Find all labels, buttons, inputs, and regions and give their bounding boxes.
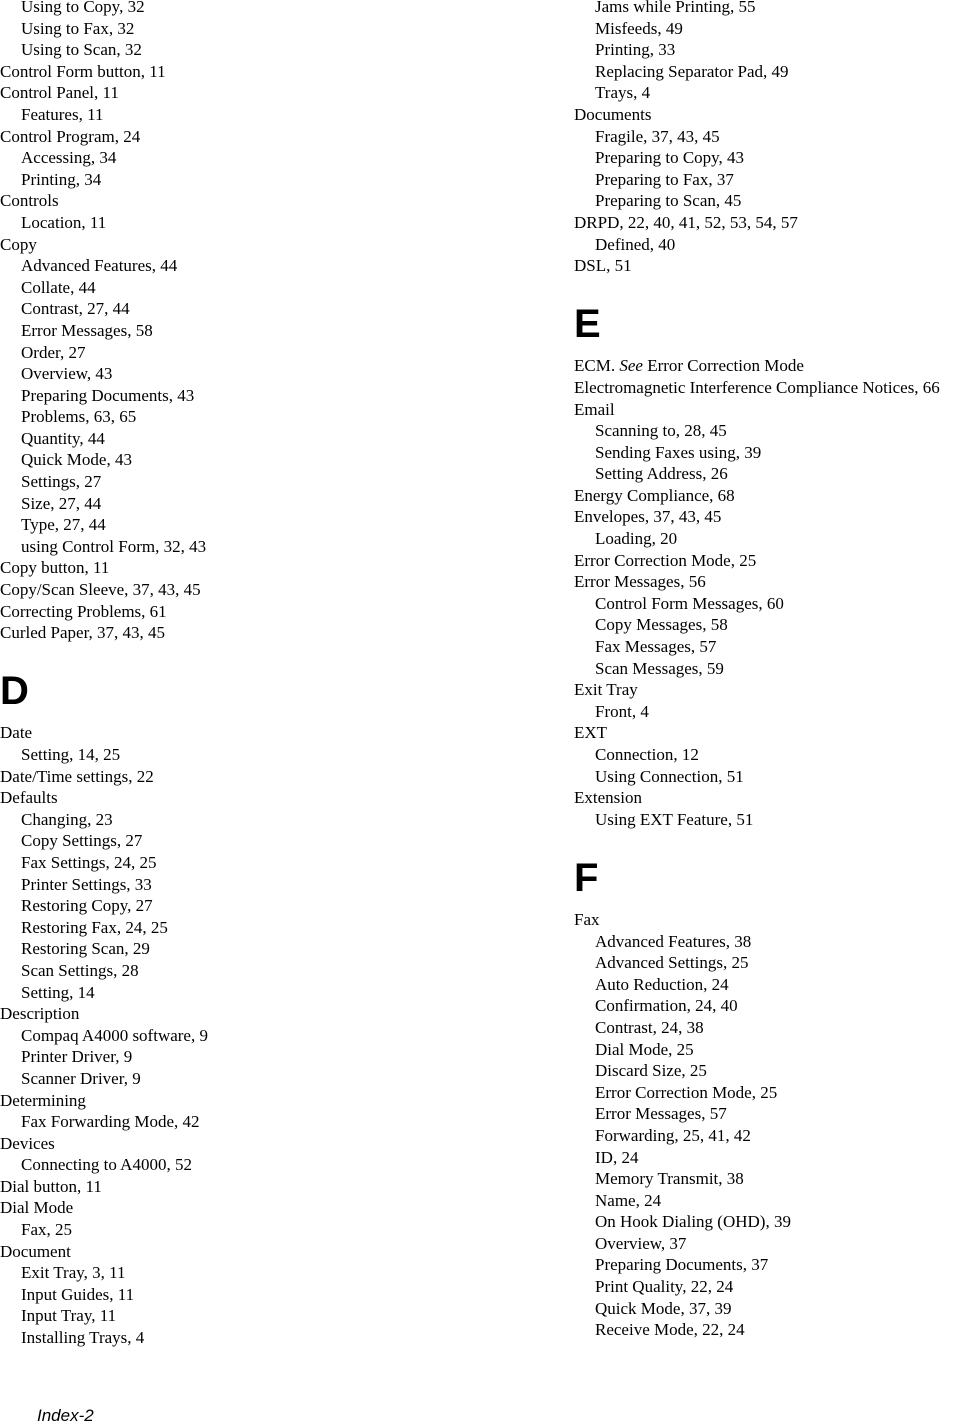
index-subentry: Printer Settings, 33 [21,874,152,894]
index-entry: Energy Compliance, 68 [574,485,735,505]
index-subentry: Front, 4 [595,701,649,721]
index-subentry: Scan Settings, 28 [21,960,139,980]
index-entry: Error Messages, 56 [574,572,706,592]
index-subentry: Fragile, 37, 43, 45 [595,126,720,146]
index-subentry: Accessing, 34 [21,148,117,168]
index-subentry: Using to Scan, 32 [21,40,142,60]
index-entry: Controls [0,191,59,211]
index-subentry: Copy Settings, 27 [21,831,143,851]
section-letter-d: D [0,669,29,714]
index-subentry: Print Quality, 22, 24 [595,1277,734,1297]
index-entry: Date/Time settings, 22 [0,766,154,786]
index-entry [574,355,977,377]
index-subentry: Fax Forwarding Mode, 42 [21,1112,200,1132]
index-subentry: Error Messages, 58 [21,320,153,340]
index-entry: Fax [574,909,600,929]
index-subentry: Receive Mode, 22, 24 [595,1320,745,1340]
index-subentry: Compaq A4000 software, 9 [21,1025,208,1045]
index-subentry: Overview, 37 [595,1233,687,1253]
index-entry: Correcting Problems, 61 [0,601,167,621]
index-entry: Defaults [0,788,58,808]
index-subentry: Confirmation, 24, 40 [595,996,738,1016]
index-subentry: Loading, 20 [595,529,678,549]
index-subentry: Error Messages, 57 [595,1104,727,1124]
index-subentry: Features, 11 [21,104,104,124]
index-subentry: Control Form Messages, 60 [595,593,784,613]
index-subentry: Type, 27, 44 [21,515,106,535]
index-subentry: Using Connection, 51 [595,766,744,786]
index-entry: Control Program, 24 [0,126,141,146]
index-subentry: Fax Messages, 57 [595,637,717,657]
index-entry: DSL, 51 [574,256,632,276]
index-subentry: Restoring Copy, 27 [21,896,153,916]
section-letter-e: E [574,302,601,347]
index-entry: EXT [574,723,608,743]
index-subentry: Input Guides, 11 [21,1284,135,1304]
index-subentry: Fax, 25 [21,1220,72,1240]
section-spacer [0,644,480,666]
index-subentry: Exit Tray, 3, 11 [21,1263,126,1283]
index-subentry: Scanner Driver, 9 [21,1068,141,1088]
section-spacer [574,277,977,299]
index-subentry: Contrast, 24, 38 [595,1017,704,1037]
index-subentry: Location, 11 [21,212,107,232]
index-entry: Error Correction Mode, 25 [574,550,757,570]
index-subentry: Scanning to, 28, 45 [595,421,727,441]
section-letter-f: F [574,855,599,900]
index-subentry: Name, 24 [595,1190,662,1210]
index-subentry: Advanced Features, 44 [21,256,178,276]
index-subentry: Restoring Fax, 24, 25 [21,917,168,937]
index-subentry: Settings, 27 [21,472,102,492]
index-entry: Copy [0,234,37,254]
index-entry: Copy/Scan Sleeve, 37, 43, 45 [0,580,201,600]
index-subentry: Installing Trays, 4 [21,1328,145,1348]
index-subentry: Advanced Features, 38 [595,931,752,951]
index-subentry: Forwarding, 25, 41, 42 [595,1125,751,1145]
page-footer-label: Index-2 [37,1406,94,1425]
index-subentry: Order, 27 [21,342,86,362]
section-spacer [574,830,977,852]
index-subentry: Dial Mode, 25 [595,1039,694,1059]
index-subentry: Preparing to Scan, 45 [595,191,742,211]
index-subentry: Preparing to Copy, 43 [595,148,745,168]
index-subentry: Quick Mode, 37, 39 [595,1298,732,1318]
index-subentry: Overview, 43 [21,364,113,384]
index-entry: Dial Mode [0,1198,74,1218]
index-subentry: Discard Size, 25 [595,1061,707,1081]
index-subentry: Using to Fax, 32 [21,18,135,38]
index-subentry: Preparing to Fax, 37 [595,169,734,189]
index-subentry: Quantity, 44 [21,428,105,448]
index-subentry: Preparing Documents, 43 [21,385,195,405]
index-column-right [574,0,977,1341]
index-subentry: Using to Copy, 32 [21,0,145,16]
index-subentry: Problems, 63, 65 [21,407,137,427]
index-subentry: Input Tray, 11 [21,1306,117,1326]
index-entry: Date [0,723,33,743]
index-subentry: Changing, 23 [21,809,113,829]
index-subentry: Advanced Settings, 25 [595,953,749,973]
index-subentry: using Control Form, 32, 43 [21,536,207,556]
index-entry: Devices [0,1133,55,1153]
index-entry: Documents [574,104,652,124]
index-subentry: Jams while Printing, 55 [595,0,756,16]
index-subentry: Memory Transmit, 38 [595,1169,744,1189]
index-entry-text: ECM. [574,356,620,376]
see-target: Error Correction Mode [642,356,804,376]
index-entry: Control Form button, 11 [0,61,166,81]
index-entry: Control Panel, 11 [0,83,119,103]
index-subentry: Collate, 44 [21,277,96,297]
index-subentry: Misfeeds, 49 [595,18,683,38]
index-subentry: Replacing Separator Pad, 49 [595,61,789,81]
index-subentry: Error Correction Mode, 25 [595,1082,778,1102]
index-entry: Email [574,399,615,419]
index-subentry: Setting Address, 26 [595,464,728,484]
index-entry: Document [0,1241,71,1261]
index-subentry: Connection, 12 [595,745,699,764]
index-entry: Electromagnetic Interference Compliance Notices, 66 [574,377,940,397]
index-subentry: Fax Settings, 24, 25 [21,852,157,872]
index-entry: Envelopes, 37, 43, 45 [574,507,722,527]
index-column-left [0,0,480,1349]
index-subentry: Using EXT Feature, 51 [595,809,754,829]
index-subentry: Auto Reduction, 24 [595,974,729,994]
index-subentry: Sending Faxes using, 39 [595,442,762,462]
index-subentry: On Hook Dialing (OHD), 39 [595,1212,791,1232]
index-subentry: Scan Messages, 59 [595,658,724,678]
index-entry: Extension [574,788,642,808]
index-subentry: Size, 27, 44 [21,493,102,513]
index-subentry: Trays, 4 [595,83,651,103]
index-entry: DRPD, 22, 40, 41, 52, 53, 54, 57 [574,212,798,232]
index-entry: Description [0,1004,80,1024]
index-subentry: Printer Driver, 9 [21,1047,133,1067]
index-subentry: ID, 24 [595,1147,639,1167]
index-subentry: Quick Mode, 43 [21,450,132,470]
index-entry: Dial button, 11 [0,1176,102,1196]
index-entry: Curled Paper, 37, 43, 45 [0,623,166,643]
index-subentry: Restoring Scan, 29 [21,939,150,959]
index-entry: Exit Tray [574,680,638,700]
index-subentry: Printing, 34 [21,169,102,189]
index-entry: Copy button, 11 [0,558,110,578]
index-subentry: Printing, 33 [595,40,676,60]
index-subentry: Defined, 40 [595,234,676,254]
index-subentry: Setting, 14, 25 [21,745,121,764]
index-subentry: Copy Messages, 58 [595,615,728,635]
index-subentry: Preparing Documents, 37 [595,1255,769,1275]
see-reference: See [619,356,643,376]
index-subentry: Contrast, 27, 44 [21,299,130,319]
index-entry: Determining [0,1090,86,1110]
index-subentry: Connecting to A4000, 52 [21,1155,192,1175]
index-subentry: Setting, 14 [21,982,95,1002]
